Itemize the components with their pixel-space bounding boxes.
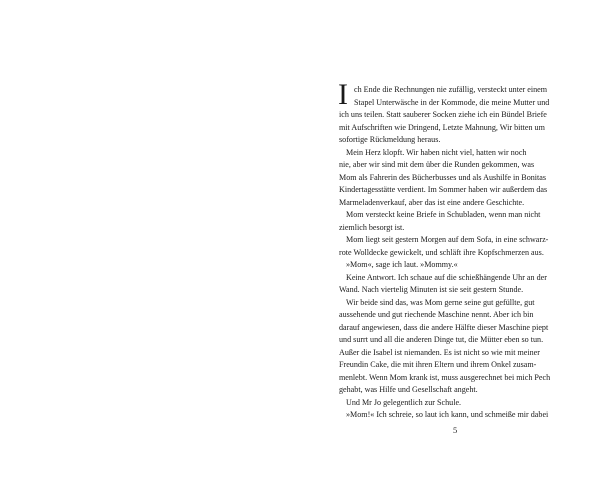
drop-cap: I [338,78,348,111]
text-line: Freundin Cake, die mit ihren Eltern und ihrem Onkel zusam- [339,360,537,369]
text-line: gehabt, was Hilfe und Gesellschaft angeht. [339,385,478,394]
text-line: und surrt und all die anderen Dinge tut, die Mütter eben so tun. [339,335,544,344]
text-line: »Mom!« Ich schreie, so laut ich kann, und schmeiße mir dabei [346,410,549,419]
text-line: nie, aber wir sind mit dem über die Runden gekommen, was [339,160,535,169]
text-line: ich uns teilen. Statt sauberer Socken ziehe ich ein Bündel Briefe [339,110,547,119]
text-line: darauf angewiesen, dass die andere Hälfte dieser Maschine piept [339,322,549,332]
text-line: ziemlich besorgt ist. [339,222,405,232]
text-line: »Mom«, sage ich laut. »Mommy.« [346,260,458,269]
text-line: Wand. Nach viertelig Minuten ist sie seit gestern Stunde. [339,285,524,294]
text-line: mit Aufschriften wie Dringend, Letzte Mahnung, Wir bitten um [339,122,545,132]
text-line: Mom als Fahrerin des Bücherbusses und als Aushilfe in Bonitas [339,172,547,182]
text-line: Kindertagesstätte verdient. Im Sommer haben wir außerdem das [339,185,548,194]
text-line: ch Ende die Rechnungen nie zufällig, versteckt unter einem [354,85,548,94]
text-line: Wir beide sind das, was Mom gerne seine gut gefüllte, gut [346,297,535,307]
text-line: Stapel Unterwäsche in der Kommode, die meine Mutter und [354,97,550,107]
text-line: Mom liegt seit gestern Morgen auf dem Sofa, in eine schwarz- [346,235,549,244]
text-line: Keine Antwort. Ich schaue auf die schießhängende Uhr an der [346,272,547,282]
text-line: aussehende und gut riechende Maschine nennt. Aber ich bin [339,310,534,319]
text-line: Mom versteckt keine Briefe in Schubladen, wenn man nicht [346,210,541,219]
body-text [338,78,571,422]
text-line: Marmeladenverkauf, aber das ist eine andere Geschichte. [339,197,525,207]
page-number: 5 [453,425,458,435]
text-line: Mein Herz klopft. Wir haben nicht viel, hatten wir noch [346,147,527,157]
text-line: Außer die Isabel ist niemanden. Es ist nicht so wie mit meiner [339,347,540,357]
text-line: Und Mr Jo gelegentlich zur Schule. [346,397,462,407]
text-line: menlebt. Wenn Mom krank ist, muss ausgerechnet bei mich Pech [339,372,551,382]
text-line: rote Wolldecke gewickelt, und schläft ihre Kopfschmerzen aus. [339,247,544,257]
text-line: sofortige Rückmeldung heraus. [339,135,441,144]
